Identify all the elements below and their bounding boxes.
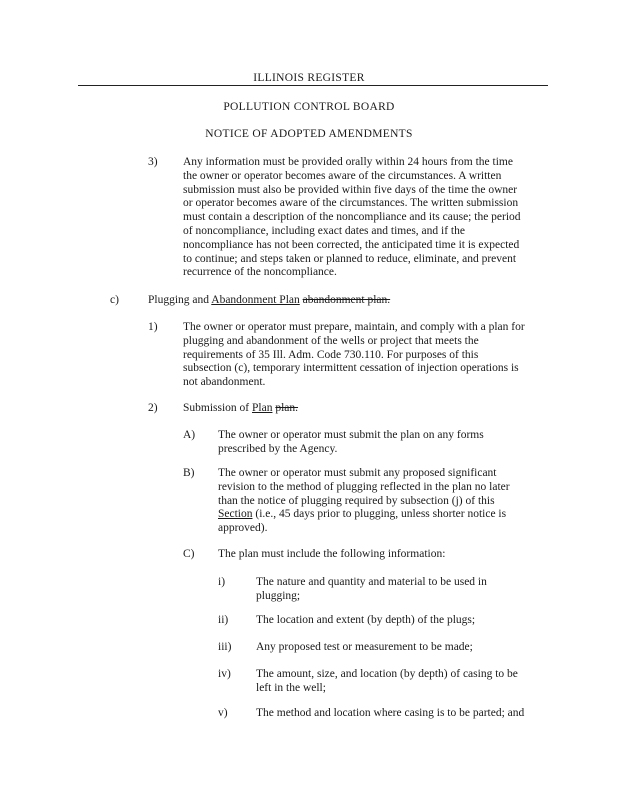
notice-title: NOTICE OF ADOPTED AMENDMENTS — [205, 128, 413, 140]
item-C-label: C) — [183, 548, 195, 560]
item-iv-label: iv) — [218, 668, 231, 680]
text-line: requirements of 35 Ill. Adm. Code 730.110. For purposes of this — [183, 348, 479, 361]
text-line: noncompliance has not been corrected, the anticipated time it is expected — [183, 238, 520, 251]
item-iii-text — [256, 641, 473, 655]
deleted-text: abandonment plan. — [302, 294, 391, 306]
text-line: left in the well; — [256, 681, 326, 694]
header-rule — [78, 85, 548, 86]
text-line: The method and location where casing is to be parted; and — [256, 707, 525, 719]
heading-text: Plugging and — [148, 294, 212, 306]
item-iii-label: iii) — [218, 641, 232, 653]
text-line: recurrence of the noncompliance. — [183, 266, 337, 279]
inserted-text: Plan — [252, 402, 273, 414]
register-title: ILLINOIS REGISTER — [253, 72, 365, 84]
deleted-text: plan. — [275, 402, 299, 414]
item-i-text — [256, 576, 487, 604]
text-line: subsection (c), temporary intermittent cessation of injection operations is — [183, 362, 519, 375]
item-C-text — [218, 548, 445, 562]
item-i-label: i) — [218, 576, 226, 588]
text-line: Any proposed test or measurement to be made; — [256, 641, 473, 653]
item-v-text — [256, 707, 524, 721]
item-3-label: 3) — [148, 156, 158, 168]
board-title: POLLUTION CONTROL BOARD — [223, 101, 395, 113]
text-line: The owner or operator must prepare, maintain, and comply with a plan for — [183, 321, 525, 333]
item-3-text — [183, 156, 521, 280]
text-line: of noncompliance, including exact dates and times, and if the — [183, 224, 465, 237]
text-line: to continue; and steps taken or planned to reduce, eliminate, and prevent — [183, 252, 517, 265]
text-line: plugging; — [256, 589, 301, 602]
item-c1-text — [183, 321, 525, 390]
item-A-label: A) — [183, 429, 196, 441]
text-line: the owner or operator becomes aware of the circumstances. A written — [183, 169, 502, 182]
text-line: The plan must include the following information: — [218, 548, 446, 560]
text-line: The owner or operator must submit the plan on any forms — [218, 429, 484, 441]
text-line: than the notice of plugging required by subsection (j) of this — [218, 494, 495, 507]
text-line: revision to the method of plugging reflected in the plan no later — [218, 480, 510, 493]
text-line: (i.e., 45 days prior to plugging, unless shorter notice is — [252, 508, 507, 521]
text-line: prescribed by the Agency. — [218, 442, 338, 455]
text-line: approved). — [218, 522, 268, 535]
text-line: plugging and abandonment of the wells or project that meets the — [183, 334, 479, 347]
item-c1-label: 1) — [148, 321, 158, 333]
text-line: The amount, size, and location (by depth) of casing to be — [256, 668, 518, 680]
heading-text: Submission of — [183, 402, 253, 414]
inserted-text: Abandonment Plan — [211, 294, 300, 306]
item-v-label: v) — [218, 707, 228, 719]
text-line: submission must also be provided within five days of the time the owner — [183, 183, 518, 196]
text-line: The owner or operator must submit any proposed significant — [218, 467, 497, 479]
item-c2-heading — [183, 402, 298, 416]
text-line: not abandonment. — [183, 376, 266, 389]
section-c-label: c) — [110, 294, 119, 306]
text-line: Any information must be provided orally within 24 hours from the time — [183, 156, 513, 168]
text-line: The location and extent (by depth) of the plugs; — [256, 614, 476, 626]
item-ii-label: ii) — [218, 614, 229, 626]
item-B-label: B) — [183, 467, 195, 479]
section-c-heading — [148, 294, 390, 308]
inserted-text: Section — [218, 508, 253, 521]
item-iv-text — [256, 668, 518, 696]
text-line: must contain a description of the noncompliance and its cause; the period — [183, 211, 521, 224]
item-ii-text — [256, 614, 475, 628]
item-A-text — [218, 429, 484, 457]
item-B-text — [218, 467, 510, 536]
text-line: or operator becomes aware of the circumstances. The written submission — [183, 197, 519, 210]
text-line: The nature and quantity and material to be used in — [256, 576, 487, 588]
item-c2-label: 2) — [148, 402, 158, 414]
